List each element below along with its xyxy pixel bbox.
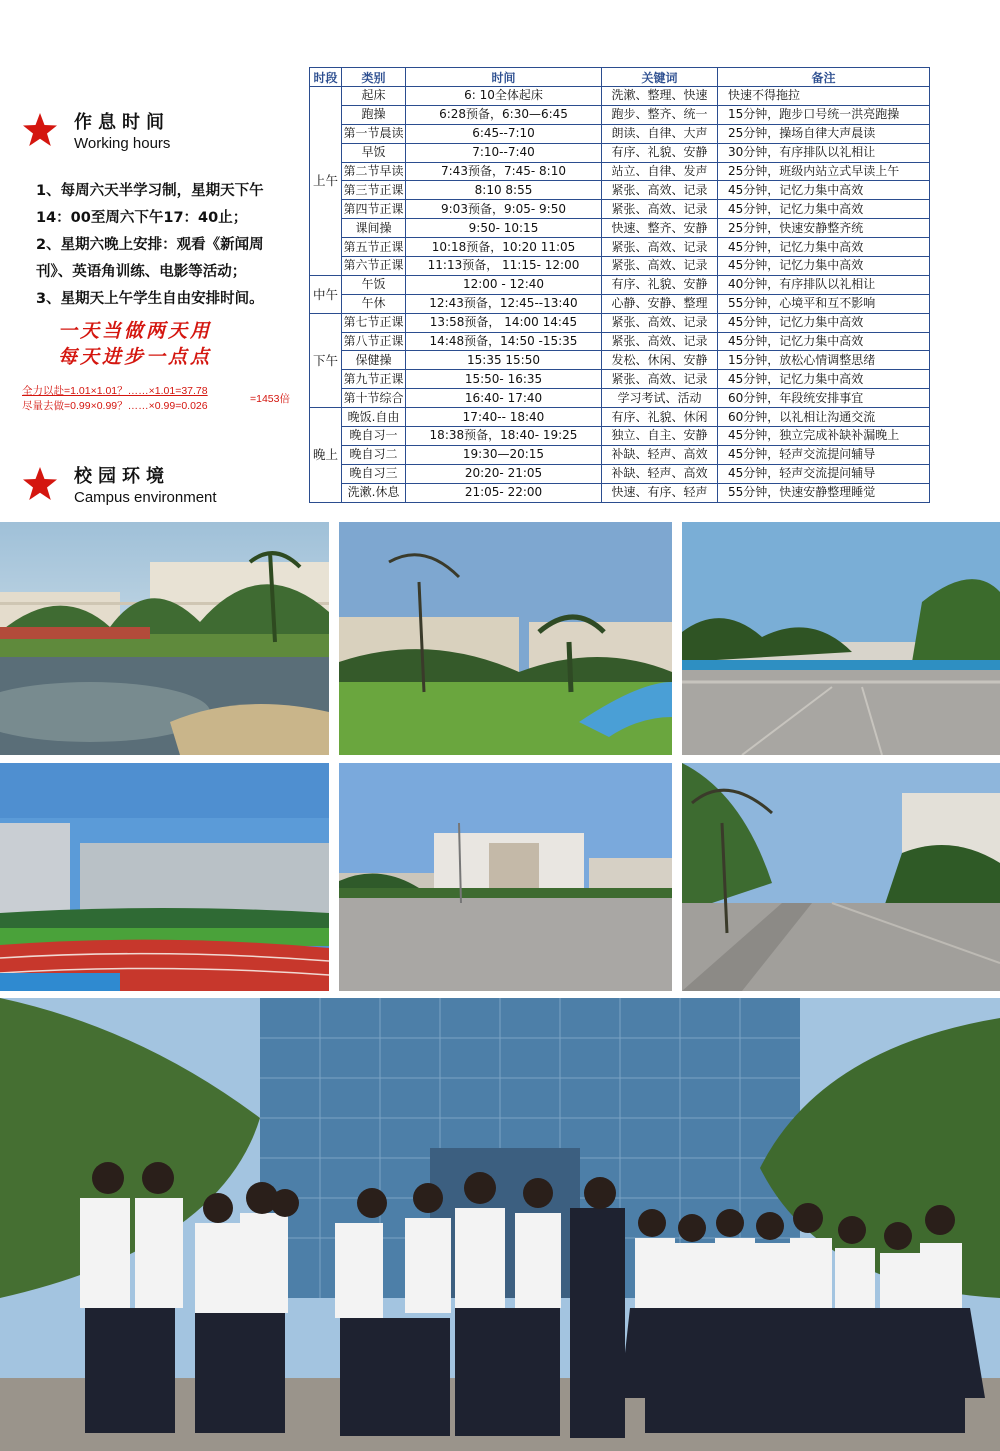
time-cell: 12:43预备，12:45--13:40: [406, 294, 602, 313]
column-header: 类别: [342, 68, 406, 87]
table-row: [310, 200, 930, 219]
notes-cell: 45分钟，记忆力集中高效: [718, 332, 930, 351]
category-cell: 晚饭.自由: [342, 408, 406, 427]
keywords-cell: 紧张、高效、记录: [602, 332, 718, 351]
table-row: [310, 219, 930, 238]
effort-formula: [22, 384, 312, 414]
time-cell: 16:40- 17:40: [406, 389, 602, 408]
keywords-cell: 紧张、高效、记录: [602, 200, 718, 219]
time-cell: 15:35 15:50: [406, 351, 602, 370]
table-row: [310, 257, 930, 276]
category-cell: 保健操: [342, 351, 406, 370]
campus-photo-pond: [0, 522, 329, 755]
keywords-cell: 快速、整齐、安静: [602, 219, 718, 238]
time-cell: 10:18预备，10:20 11:05: [406, 238, 602, 257]
notes-cell: 45分钟，轻声交流提问辅导: [718, 464, 930, 483]
group-photo-students: [0, 998, 1000, 1451]
keywords-cell: 有序、礼貌、休闲: [602, 408, 718, 427]
keywords-cell: 紧张、高效、记录: [602, 257, 718, 276]
table-row: [310, 275, 930, 294]
table-row: [310, 351, 930, 370]
keywords-cell: 紧张、高效、记录: [602, 313, 718, 332]
time-cell: 9:50- 10:15: [406, 219, 602, 238]
period-cell: 下午: [310, 313, 342, 407]
table-row: [310, 105, 930, 124]
schedule-body: [310, 87, 930, 503]
keywords-cell: 朗读、自律、大声: [602, 124, 718, 143]
category-cell: 晚自习二: [342, 445, 406, 464]
category-cell: 午休: [342, 294, 406, 313]
keywords-cell: 补缺、轻声、高效: [602, 445, 718, 464]
notes-cell: 25分钟，班级内站立式早读上午: [718, 162, 930, 181]
category-cell: 午饭: [342, 275, 406, 294]
section-title-cn: 校园环境: [74, 466, 170, 487]
campus-photo-track: [0, 763, 329, 991]
table-row: [310, 332, 930, 351]
time-cell: 21:05- 22:00: [406, 483, 602, 502]
notes-cell: 45分钟，轻声交流提问辅导: [718, 445, 930, 464]
formula-line-2: 尽量去做=0.99×0.99？……×0.99=0.026: [22, 400, 208, 412]
time-cell: 14:48预备，14:50 -15:35: [406, 332, 602, 351]
table-row: [310, 427, 930, 446]
notes-cell: 45分钟，独立完成补缺补漏晚上: [718, 427, 930, 446]
category-cell: 第三节正课: [342, 181, 406, 200]
keywords-cell: 紧张、高效、记录: [602, 181, 718, 200]
table-row: [310, 408, 930, 427]
notes-cell: 15分钟，跑步口号统一洪亮跑操: [718, 105, 930, 124]
notes-cell: 30分钟，有序排队以礼相让: [718, 143, 930, 162]
working-hours-heading: [22, 112, 170, 154]
category-cell: 晚自习三: [342, 464, 406, 483]
notes-cell: 55分钟，心境平和互不影响: [718, 294, 930, 313]
category-cell: 跑操: [342, 105, 406, 124]
table-row: [310, 389, 930, 408]
category-cell: 早饭: [342, 143, 406, 162]
notes-cell: 45分钟，记忆力集中高效: [718, 181, 930, 200]
daily-schedule-table: [309, 67, 930, 503]
column-header: 关键词: [602, 68, 718, 87]
notes-cell: 15分钟，放松心情调整思绪: [718, 351, 930, 370]
time-cell: 7:43预备，7:45- 8:10: [406, 162, 602, 181]
formula-result: =1453倍: [250, 393, 290, 405]
campus-photo-avenue: [682, 763, 1000, 991]
keywords-cell: 独立、自主、安静: [602, 427, 718, 446]
campus-heading: [22, 466, 217, 508]
campus-photo-building: [339, 763, 672, 991]
time-cell: 6:28预备，6:30—6:45: [406, 105, 602, 124]
notes-cell: 40分钟，有序排队以礼相让: [718, 275, 930, 294]
category-cell: 第一节晨读: [342, 124, 406, 143]
table-row: [310, 181, 930, 200]
notes-cell: 45分钟，记忆力集中高效: [718, 313, 930, 332]
notes-cell: 60分钟，以礼相让沟通交流: [718, 408, 930, 427]
rule-item: 1、每周六天半学习制，星期天下午14：00至周六下午17：40止；: [36, 183, 264, 226]
time-cell: 18:38预备，18:40- 19:25: [406, 427, 602, 446]
schedule-rules: [36, 178, 298, 313]
notes-cell: 45分钟，记忆力集中高效: [718, 370, 930, 389]
table-row: [310, 238, 930, 257]
section-title-en: Working hours: [74, 135, 171, 152]
table-row: [310, 162, 930, 181]
time-cell: 9:03预备，9:05- 9:50: [406, 200, 602, 219]
table-row: [310, 464, 930, 483]
time-cell: 13:58预备， 14:00 14:45: [406, 313, 602, 332]
column-header: 备注: [718, 68, 930, 87]
red-star-icon: [22, 112, 58, 148]
formula-line-1: 全力以赴=1.01×1.01？……×1.01=37.78: [22, 385, 208, 397]
table-row: [310, 483, 930, 502]
red-star-icon: [22, 466, 58, 502]
keywords-cell: 洗漱、整理、快速: [602, 87, 718, 106]
keywords-cell: 紧张、高效、记录: [602, 370, 718, 389]
notes-cell: 45分钟，记忆力集中高效: [718, 238, 930, 257]
table-row: [310, 313, 930, 332]
keywords-cell: 补缺、轻声、高效: [602, 464, 718, 483]
column-header: 时间: [406, 68, 602, 87]
table-row: [310, 370, 930, 389]
notes-cell: 45分钟，记忆力集中高效: [718, 200, 930, 219]
time-cell: 15:50- 16:35: [406, 370, 602, 389]
time-cell: 6: 10全体起床: [406, 87, 602, 106]
section-title-cn: 作息时间: [74, 112, 170, 133]
category-cell: 第九节正课: [342, 370, 406, 389]
time-cell: 8:10 8:55: [406, 181, 602, 200]
notes-cell: 快速不得拖拉: [718, 87, 930, 106]
time-cell: 7:10--7:40: [406, 143, 602, 162]
campus-photo-lawn: [339, 522, 672, 755]
notes-cell: 60分钟，年段统安排事宜: [718, 389, 930, 408]
period-cell: 晚上: [310, 408, 342, 502]
table-row: [310, 445, 930, 464]
category-cell: 洗漱.休息: [342, 483, 406, 502]
table-row: [310, 143, 930, 162]
motto: [58, 318, 212, 370]
table-row: [310, 124, 930, 143]
rule-item: 3、星期天上午学生自由安排时间。: [36, 291, 264, 307]
table-row: [310, 87, 930, 106]
section-title-en: Campus environment: [74, 489, 217, 506]
time-cell: 20:20- 21:05: [406, 464, 602, 483]
rule-item: 2、星期六晚上安排：观看《新闻周刊》、英语角训练、电影等活动；: [36, 237, 264, 280]
category-cell: 第七节正课: [342, 313, 406, 332]
keywords-cell: 学习考试、活动: [602, 389, 718, 408]
keywords-cell: 有序、礼貌、安静: [602, 275, 718, 294]
keywords-cell: 站立、自律、发声: [602, 162, 718, 181]
category-cell: 第八节正课: [342, 332, 406, 351]
category-cell: 第四节正课: [342, 200, 406, 219]
notes-cell: 45分钟，记忆力集中高效: [718, 257, 930, 276]
notes-cell: 25分钟，操场自律大声晨读: [718, 124, 930, 143]
campus-photo-plaza: [682, 522, 1000, 755]
table-header-row: [310, 68, 930, 87]
category-cell: 第六节正课: [342, 257, 406, 276]
notes-cell: 55分钟，快速安静整理睡觉: [718, 483, 930, 502]
keywords-cell: 心静、安静、整理: [602, 294, 718, 313]
category-cell: 第二节早读: [342, 162, 406, 181]
keywords-cell: 有序、礼貌、安静: [602, 143, 718, 162]
period-cell: 上午: [310, 87, 342, 276]
keywords-cell: 发松、休闲、安静: [602, 351, 718, 370]
category-cell: 第十节综合: [342, 389, 406, 408]
category-cell: 起床: [342, 87, 406, 106]
category-cell: 课间操: [342, 219, 406, 238]
category-cell: 第五节正课: [342, 238, 406, 257]
table-row: [310, 294, 930, 313]
time-cell: 6:45--7:10: [406, 124, 602, 143]
notes-cell: 25分钟，快速安静整齐统: [718, 219, 930, 238]
time-cell: 12:00 - 12:40: [406, 275, 602, 294]
keywords-cell: 紧张、高效、记录: [602, 238, 718, 257]
motto-line: 每天进步一点点: [58, 346, 213, 368]
time-cell: 19:30—20:15: [406, 445, 602, 464]
column-header: 时段: [310, 68, 342, 87]
keywords-cell: 跑步、整齐、统一: [602, 105, 718, 124]
time-cell: 11:13预备， 11:15- 12:00: [406, 257, 602, 276]
motto-line: 一天当做两天用: [58, 320, 213, 342]
time-cell: 17:40-- 18:40: [406, 408, 602, 427]
category-cell: 晚自习一: [342, 427, 406, 446]
keywords-cell: 快速、有序、轻声: [602, 483, 718, 502]
period-cell: 中午: [310, 275, 342, 313]
